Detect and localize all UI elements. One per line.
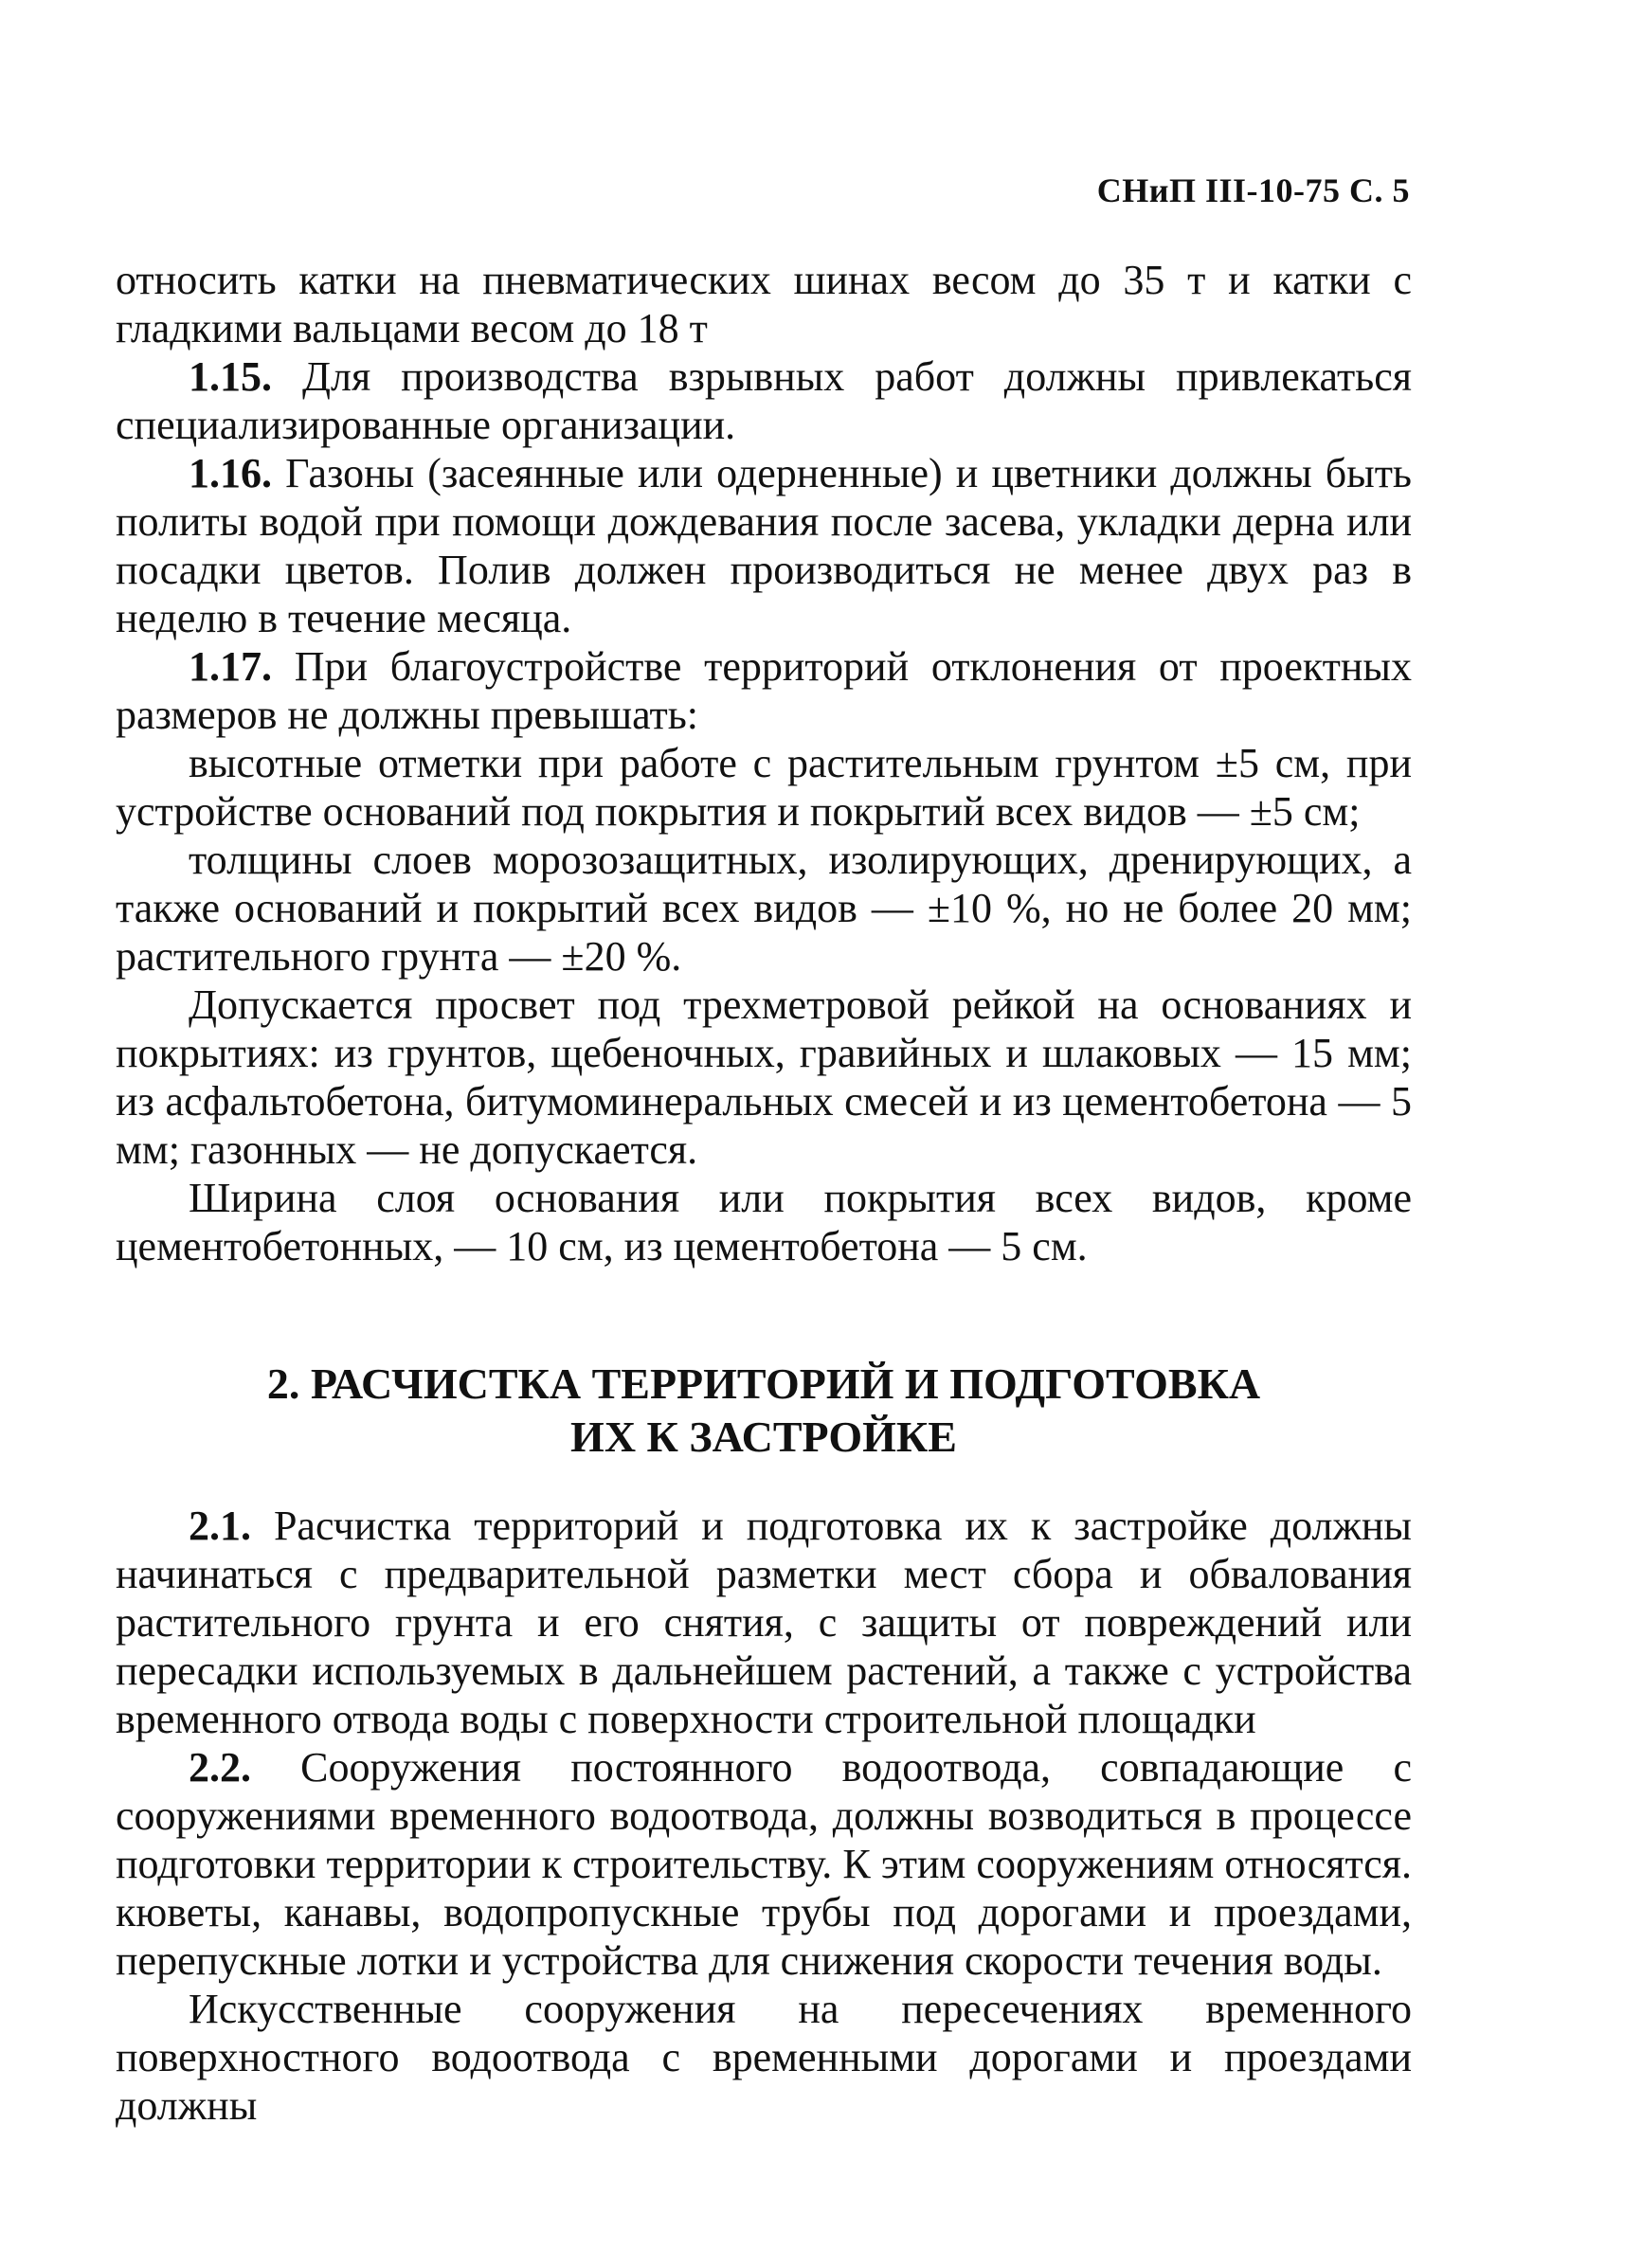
paragraph-text: Искусственные сооружения на пересечениях временного поверхностного водоотвода с временными дорогами и проездами должны [116, 1986, 1412, 2129]
paragraph [116, 981, 1412, 1174]
paragraph [116, 352, 1412, 449]
section-heading-line: ИХ К ЗАСТРОЙКЕ [570, 1413, 957, 1461]
paragraph-text: Расчистка территорий и подготовка их к застройке должны начинаться с предварительной разметки мест сбора и обвалования растительного грунта и его снятия, с защиты от повреждений или пересадки используемых в дальнейшем растений, а также с устройства временного отвода воды с поверхности строительной площадки [116, 1503, 1412, 1742]
paragraph [116, 256, 1412, 352]
paragraph [116, 836, 1412, 981]
page-header: СНиП III-10-75 С. 5 [1096, 171, 1410, 209]
paragraph-text: Сооружения постоянного водоотвода, совпадающие с сооружениями временного водоотвода, должны возводиться в процессе подготовки территории к строительству. К этим сооружениям относятся. кюветы, канавы, водопропускные трубы под дорогами и проездами, перепускные лотки и устройства для снижения скорости течения воды. [116, 1744, 1412, 1984]
paragraph-text: высотные отметки при работе с растительным грунтом ±5 см, при устройстве оснований под покрытия и покрытий всех видов — ±5 см; [116, 740, 1412, 835]
paragraph [116, 1174, 1412, 1270]
clause-number: 1.15. [189, 353, 272, 400]
paragraph [116, 1502, 1412, 1743]
paragraph [116, 1985, 1412, 2130]
section-heading-line: 2. РАСЧИСТКА ТЕРРИТОРИЙ И ПОДГОТОВКА [266, 1359, 1261, 1408]
paragraph-text: Для производства взрывных работ должны привлекаться специализированные организации. [116, 353, 1412, 448]
paragraph [116, 739, 1412, 836]
paragraph-text: относить катки на пневматических шинах весом до 35 т и катки с гладкими вальцами весом до 18 т [116, 257, 1412, 351]
paragraph [116, 1743, 1412, 1985]
clause-number: 2.1. [189, 1503, 251, 1549]
paragraph [116, 449, 1412, 642]
paragraph-text: Допускается просвет под трехметровой рейкой на основаниях и покрытиях: из грунтов, щебеночных, гравийных и шлаковых — 15 мм; из асфальтобетона, битумоминеральных смесей и из цементобетона — 5 мм; газонных — не допускается. [116, 981, 1412, 1173]
document-body [116, 256, 1412, 2130]
clause-number: 1.16. [189, 450, 272, 496]
paragraph-text: толщины слоев морозозащитных, изолирующих, дренирующих, а также оснований и покрытий всех видов — ±10 %, но не более 20 мм; растительного грунта — ±20 %. [116, 837, 1412, 980]
clause-number: 2.2. [189, 1744, 251, 1791]
section-1-continuation [116, 256, 1412, 1270]
paragraph-text: Ширина слоя основания или покрытия всех видов, кроме цементобетонных, — 10 см, из цементобетона — 5 см. [116, 1175, 1412, 1269]
clause-number: 1.17. [189, 643, 272, 690]
section-heading [116, 1358, 1412, 1464]
paragraph [116, 642, 1412, 739]
section-2-body [116, 1502, 1412, 2130]
paragraph-text: При благоустройстве территорий отклонения от проектных размеров не должны превышать: [116, 643, 1412, 738]
paragraph-text: Газоны (засеянные или одерненные) и цветники должны быть политы водой при помощи дождевания после засева, укладки дерна или посадки цветов. Полив должен производиться не менее двух раз в неделю в течение месяца. [116, 450, 1412, 641]
